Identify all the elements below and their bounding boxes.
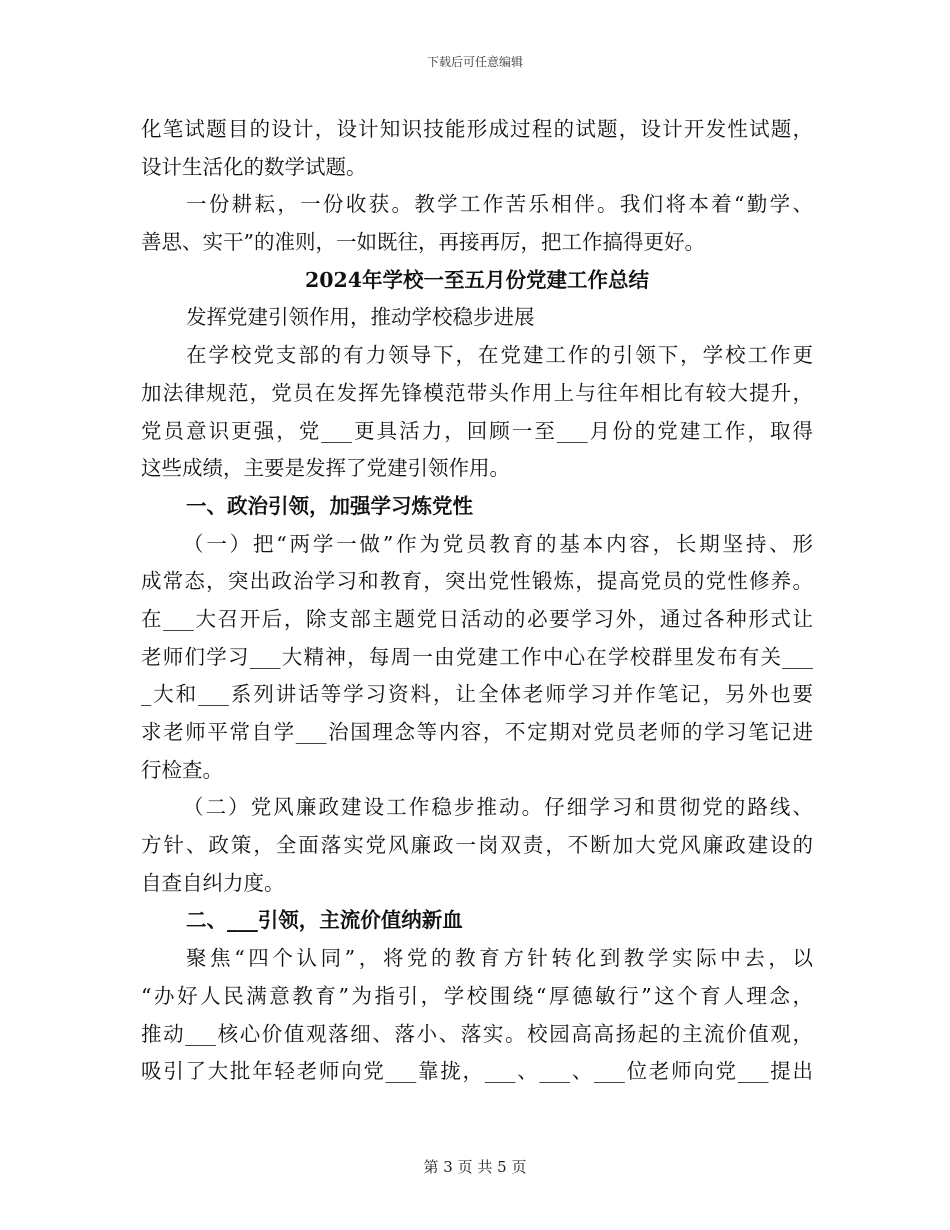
- document-body: [141, 111, 813, 1091]
- document-title: 2024年学校一至五月份党建工作总结: [304, 267, 650, 292]
- text-line: 加法律规范，党员在发挥先锋模范带头作用上与往年相比有较大提升，: [141, 380, 813, 405]
- text-line: _大和___系列讲话等学习资料，让全体老师学习并作笔记，另外也要: [141, 682, 813, 707]
- text-line: 成常态，突出政治学习和教育，突出党性锻炼，提高党员的党性修养。: [141, 569, 813, 594]
- text-line: 行检查。: [141, 757, 223, 782]
- text-line: 在___大召开后，除支部主题党日活动的必要学习外，通过各种形式让: [141, 606, 813, 631]
- text-line: 吸引了大批年轻老师向党___靠拢，___、___、___位老师向党___提出: [141, 1059, 813, 1084]
- text-line: “办好人民满意教育”为指引，学校围绕“厚德敏行”这个育人理念，: [141, 983, 813, 1008]
- text-line: 老师们学习___大精神，每周一由党建工作中心在学校群里发布有关___: [141, 644, 813, 669]
- text-line: 善思、实干”的准则，一如既往，再接再厉，把工作搞得更好。: [141, 230, 705, 255]
- text-line: 设计生活化的数学试题。: [141, 154, 367, 179]
- text-line: 这些成绩，主要是发挥了党建引领作用。: [141, 456, 510, 481]
- text-line: 化笔试题目的设计，设计知识技能形成过程的试题，设计开发性试题，: [141, 117, 813, 141]
- text-line: （二）党风廉政建设工作稳步推动。仔细学习和贯彻党的路线、: [183, 795, 813, 820]
- text-line: 一份耕耘，一份收获。教学工作苦乐相伴。我们将本着“勤学、: [186, 192, 813, 217]
- page-header: 下载后可任意编辑: [426, 55, 523, 69]
- text-line: 自查自纠力度。: [141, 870, 285, 895]
- text-line: 推动___核心价值观落细、落小、落实。校园高高扬起的主流价值观，: [141, 1021, 813, 1046]
- section-heading: 二、___引领，主流价值纳新血: [186, 908, 463, 933]
- page-number: 第 3 页 共 5 页: [423, 1158, 527, 1176]
- text-line: （一）把“两学一做”作为党员教育的基本内容，长期坚持、形: [183, 531, 813, 556]
- text-line: 党员意识更强，党___更具活力，回顾一至___月份的党建工作，取得: [141, 418, 813, 443]
- text-line: 在学校党支部的有力领导下，在党建工作的引领下，学校工作更: [186, 343, 813, 368]
- text-line: 聚焦“四个认同”，将党的教育方针转化到教学实际中去，以: [186, 946, 813, 971]
- subtitle-line: 发挥党建引领作用，推动学校稳步进展: [186, 305, 535, 330]
- text-line: 求老师平常自学___治国理念等内容，不定期对党员老师的学习笔记进: [141, 720, 813, 744]
- section-heading: 一、政治引领，加强学习炼党性: [186, 493, 473, 518]
- text-line: 方针、政策，全面落实党风廉政一岗双责，不断加大党风廉政建设的: [141, 833, 813, 858]
